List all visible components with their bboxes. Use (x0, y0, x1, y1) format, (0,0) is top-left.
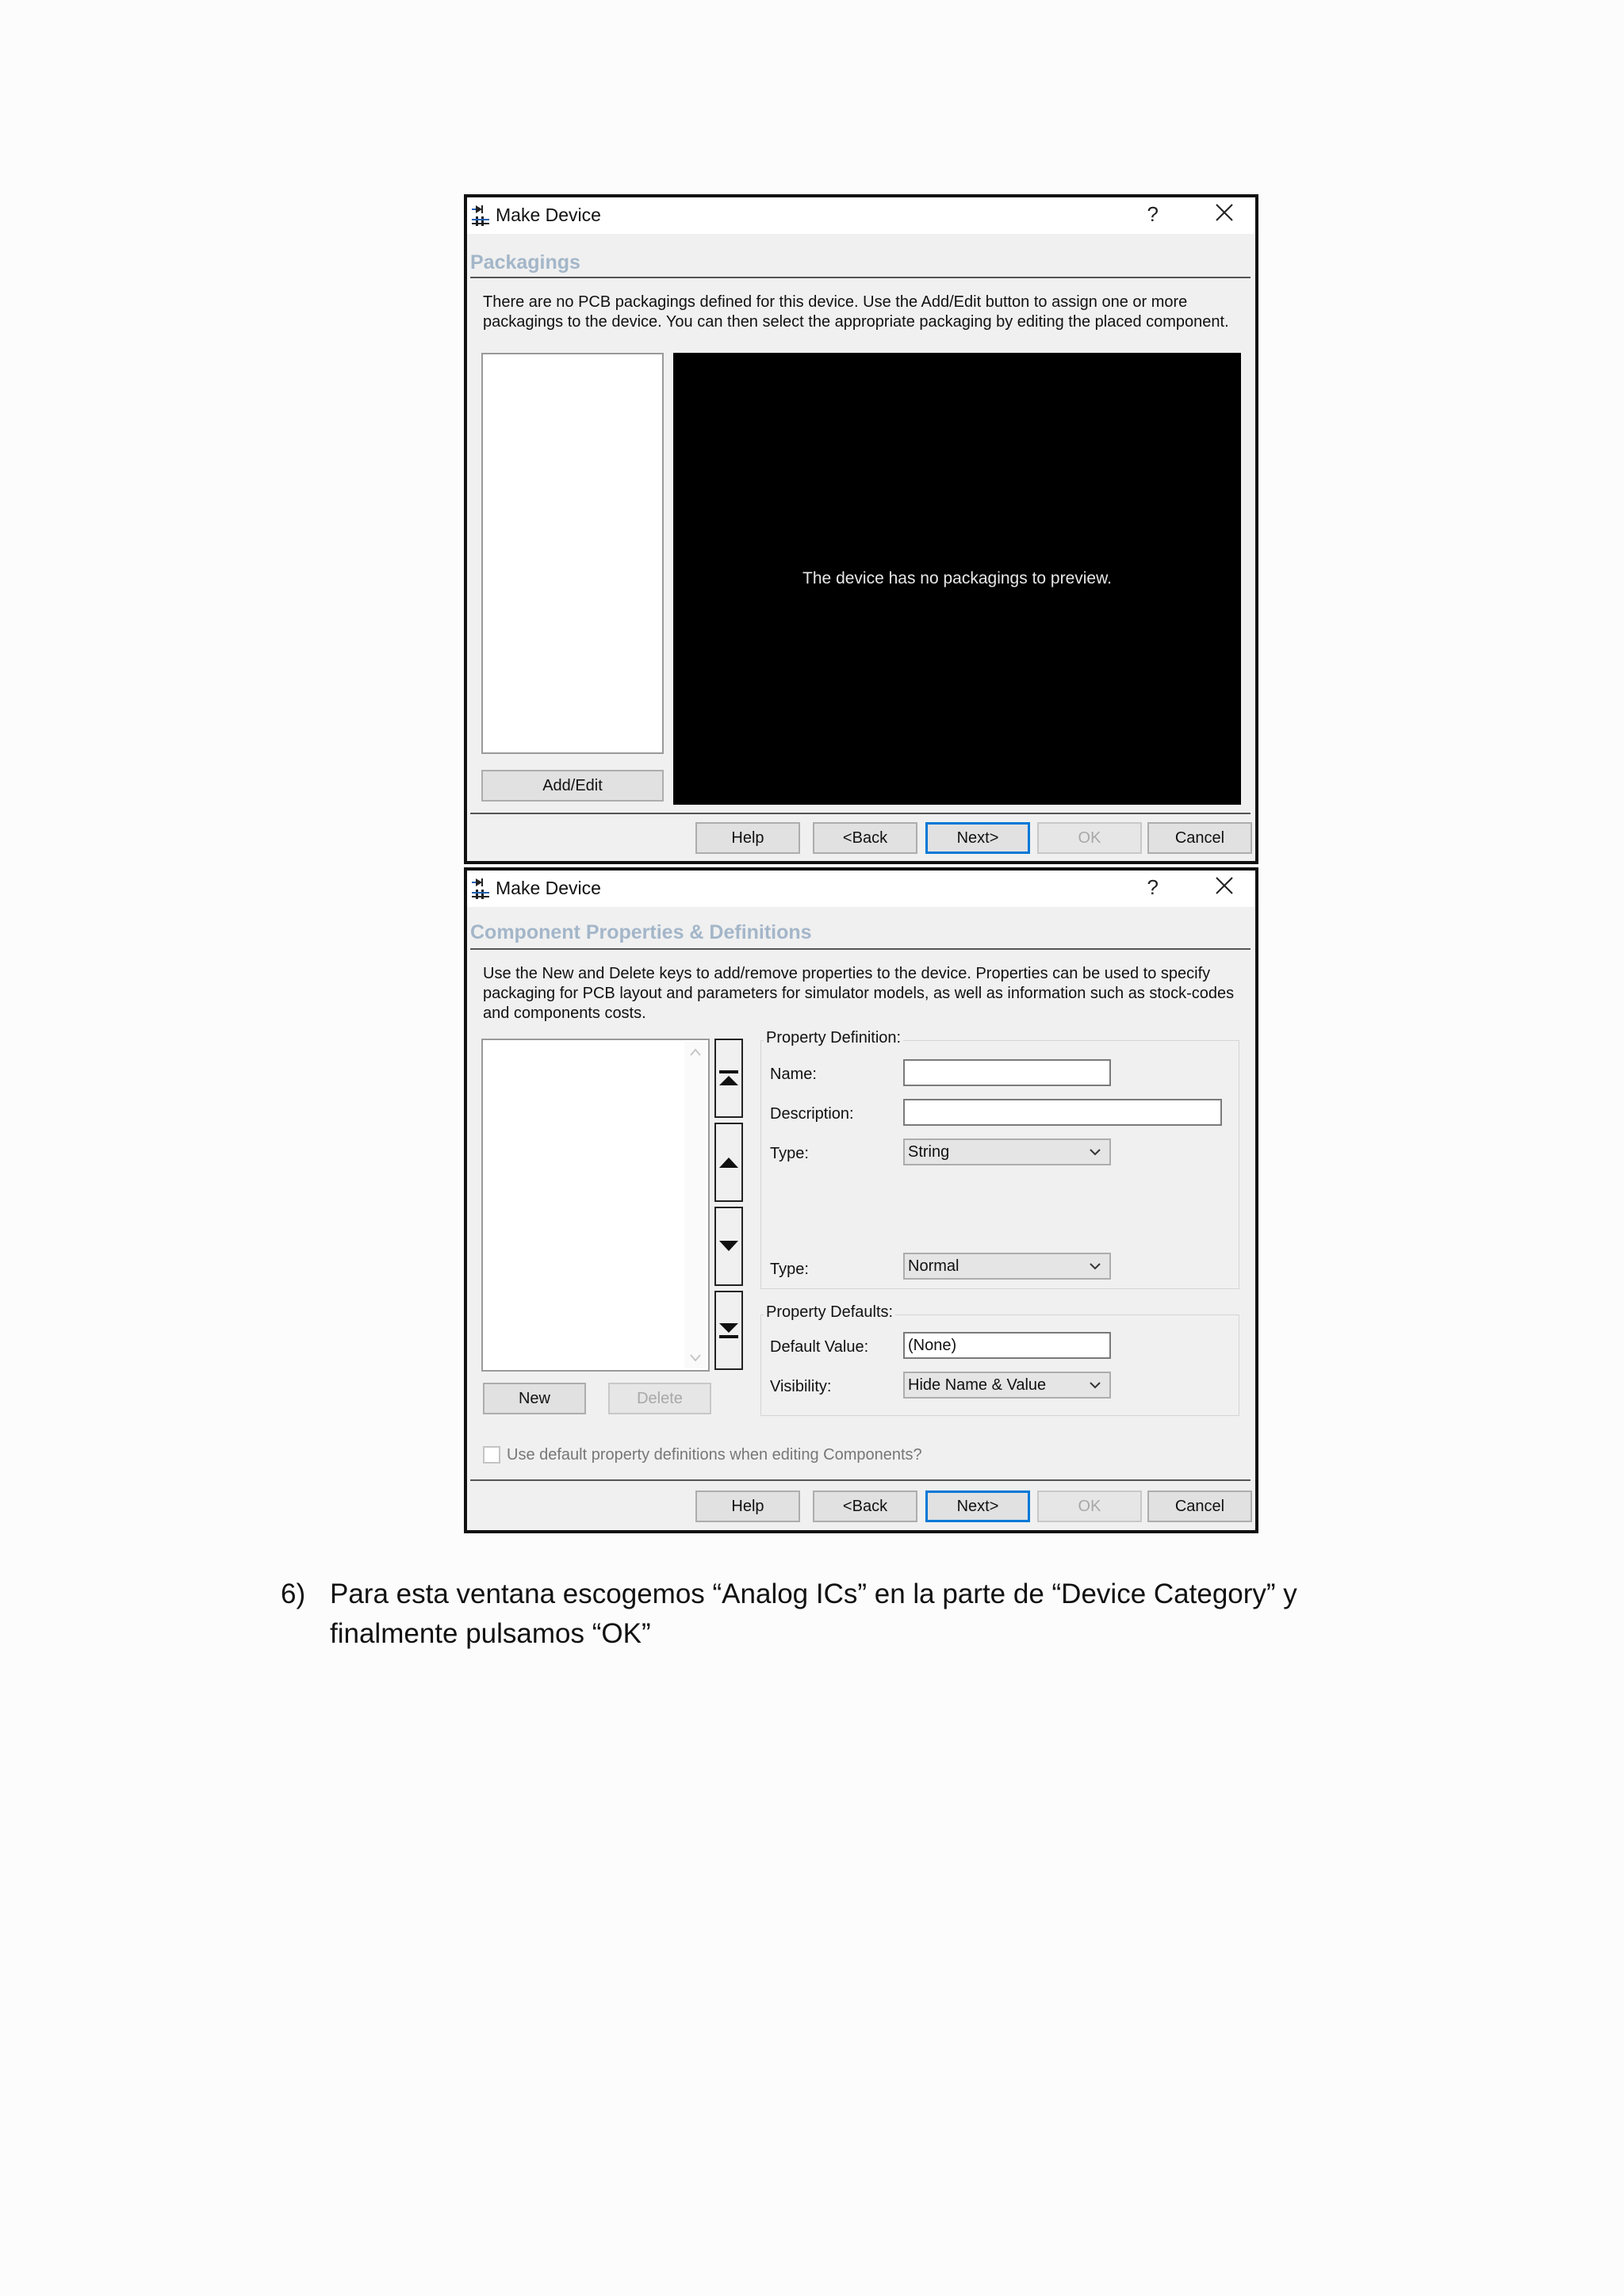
ok-button: OK (1037, 822, 1142, 854)
visibility-label: Visibility: (770, 1378, 832, 1395)
add-edit-button[interactable]: Add/Edit (481, 770, 664, 802)
close-icon[interactable] (1214, 875, 1235, 896)
type-select-value: String (908, 1143, 950, 1161)
back-button[interactable]: <Back (813, 822, 917, 854)
type2-select-value: Normal (908, 1257, 959, 1275)
move-up-button[interactable] (714, 1123, 743, 1202)
section-title: Packagings (470, 251, 580, 274)
use-default-definitions-checkbox[interactable] (483, 1446, 500, 1464)
dialog-description: Use the New and Delete keys to add/remove properties to the device. Properties can be used to specify packaging for PCB layout and parameters for simulator models, as well as information such as stock-codes and components costs. (483, 965, 1235, 1022)
description-label: Description: (770, 1105, 854, 1123)
type-select[interactable] (903, 1138, 1111, 1165)
name-field[interactable] (903, 1059, 1111, 1086)
footer-divider (470, 1479, 1251, 1481)
move-up-icon (718, 1156, 739, 1169)
chevron-down-icon (1089, 1261, 1101, 1272)
step-number: 6) (281, 1578, 306, 1609)
make-device-dialog-packagings (464, 194, 1258, 864)
ok-button: OK (1037, 1490, 1142, 1522)
move-down-icon (718, 1240, 739, 1253)
move-to-top-button[interactable] (714, 1039, 743, 1118)
move-to-top-icon (718, 1070, 739, 1087)
type-label: Type: (770, 1145, 809, 1162)
property-defaults-legend: Property Defaults: (764, 1303, 895, 1322)
move-to-bottom-button[interactable] (714, 1291, 743, 1370)
next-button[interactable]: Next> (925, 1490, 1030, 1522)
property-definition-legend: Property Definition: (764, 1029, 903, 1047)
scroll-down-icon[interactable] (690, 1354, 701, 1362)
name-label: Name: (770, 1066, 817, 1083)
packaging-preview-area (673, 353, 1241, 805)
help-icon[interactable]: ? (1147, 202, 1159, 226)
packaging-list[interactable] (481, 353, 664, 754)
description-field[interactable] (903, 1099, 1222, 1126)
make-device-app-icon (472, 877, 489, 901)
help-icon[interactable]: ? (1147, 875, 1159, 899)
dialog-title: Make Device (496, 878, 601, 898)
preview-message: The device has no packagings to preview. (802, 569, 1112, 587)
make-device-app-icon (472, 204, 489, 228)
new-property-button[interactable]: New (483, 1383, 586, 1414)
title-bar (467, 197, 1255, 234)
type2-label: Type: (770, 1261, 809, 1278)
cancel-button[interactable]: Cancel (1147, 1490, 1252, 1522)
property-defaults-group (760, 1314, 1239, 1416)
back-button[interactable]: <Back (813, 1490, 917, 1522)
visibility-select[interactable] (903, 1372, 1111, 1399)
default-value-label: Default Value: (770, 1338, 869, 1356)
property-list[interactable] (481, 1039, 710, 1372)
help-button[interactable]: Help (695, 1490, 800, 1522)
dialog-title: Make Device (496, 205, 601, 225)
scroll-up-icon[interactable] (690, 1048, 701, 1056)
move-down-button[interactable] (714, 1207, 743, 1286)
section-title: Component Properties & Definitions (470, 921, 812, 943)
delete-property-button: Delete (608, 1383, 711, 1414)
section-divider (470, 277, 1251, 278)
move-to-bottom-icon (718, 1322, 739, 1339)
footer-divider (470, 813, 1251, 814)
step-text: Para esta ventana escogemos “Analog ICs” en la parte de “Device Category” y finalmente pulsamos “OK” (330, 1578, 1297, 1649)
visibility-select-value: Hide Name & Value (908, 1376, 1047, 1394)
dialog-description: There are no PCB packagings defined for this device. Use the Add/Edit button to assign one or more packagings to the device. You can then select the appropriate packaging by editing the placed component. (483, 293, 1229, 331)
title-bar (467, 871, 1255, 907)
type2-select[interactable] (903, 1253, 1111, 1280)
make-device-dialog-properties (464, 867, 1258, 1533)
help-button[interactable]: Help (695, 822, 800, 854)
close-icon[interactable] (1214, 202, 1235, 223)
list-scrollbar[interactable] (684, 1042, 707, 1368)
use-default-definitions-label: Use default property definitions when editing Components? (507, 1446, 922, 1464)
default-value-field[interactable]: (None) (903, 1332, 1111, 1359)
chevron-down-icon (1089, 1380, 1101, 1391)
section-divider (470, 948, 1251, 950)
cancel-button[interactable]: Cancel (1147, 822, 1252, 854)
next-button[interactable]: Next> (925, 822, 1030, 854)
chevron-down-icon (1089, 1146, 1101, 1158)
